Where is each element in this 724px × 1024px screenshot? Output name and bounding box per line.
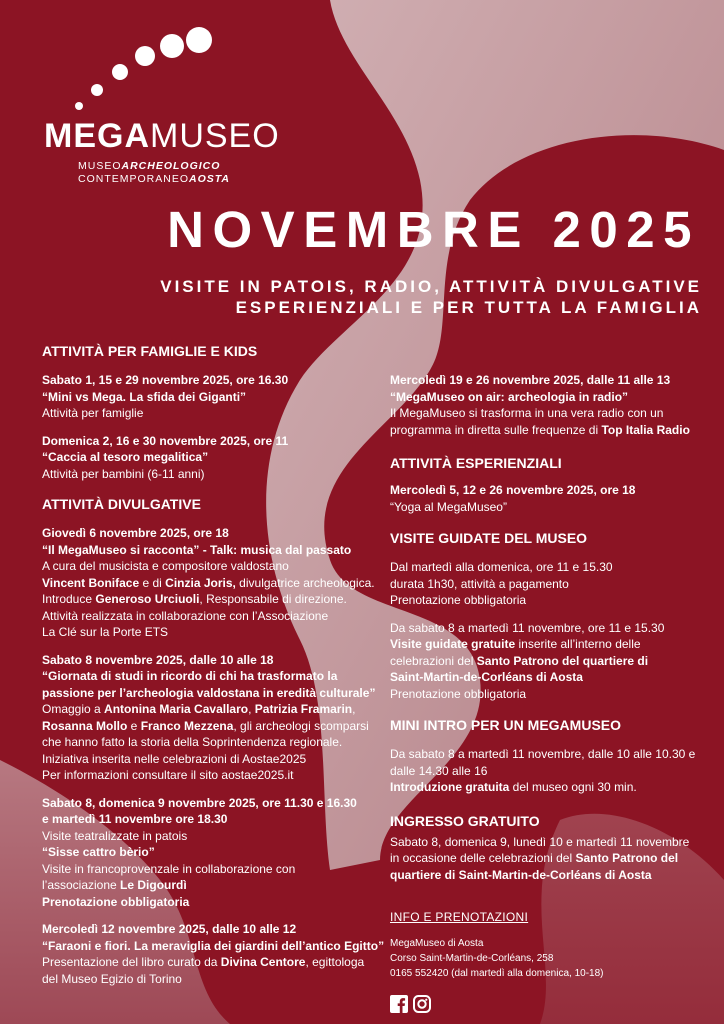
facebook-icon[interactable] bbox=[390, 995, 408, 1018]
logo-dot bbox=[160, 34, 184, 58]
logo-wordmark: MEGAMUSEO bbox=[44, 117, 280, 155]
event-sisse-cattro-berio: Sabato 8, domenica 9 novembre 2025, ore 11.30 e 16.30 e martedì 11 novembre ore 18.30 Visite teatralizzate in patois “Sisse cattro bèrio” Visite in francoprovenzale in collaborazione con l’associazione Le Digourdì Prenotazione obbligatoria bbox=[42, 795, 357, 909]
instagram-icon[interactable] bbox=[413, 995, 431, 1018]
event-mini-vs-mega: Sabato 1, 15 e 29 novembre 2025, ore 16.30 “Mini vs Mega. La sfida dei Giganti” Attività per famiglie bbox=[42, 373, 289, 420]
event-faraoni-e-fiori: Mercoledì 12 novembre 2025, dalle 10 alle 12 “Faraoni e fiori. La meraviglia dei giardini dell’antico Egitto” Presentazione del libro curato da Divina Centore, egittologa del Museo Egizio di Torino bbox=[42, 922, 385, 986]
logo-dot bbox=[91, 84, 103, 96]
logo-dot bbox=[186, 27, 212, 53]
logo-dots bbox=[70, 26, 220, 116]
logo-dot bbox=[135, 46, 155, 66]
section-heading-visite: VISITE GUIDATE DEL MUSEO bbox=[390, 530, 588, 546]
event-caccia-tesoro: Domenica 2, 16 e 30 novembre 2025, ore 11 “Caccia al tesoro megalitica” Attività per bambini (6-11 anni) bbox=[42, 433, 289, 481]
logo-subtitle: MUSEOARCHEOLOGICO CONTEMPORANEOAOSTA bbox=[78, 160, 230, 185]
ingresso-details: Sabato 8, domenica 9, lunedì 10 e martedì 11 novembre in occasione delle celebrazioni del Santo Patrono del quartiere di Saint-Martin-de-Corléans di Aosta bbox=[390, 834, 690, 882]
left-column bbox=[42, 342, 385, 987]
logo-dot bbox=[75, 102, 83, 110]
social-links bbox=[390, 995, 710, 1018]
section-heading-ingresso: INGRESSO GRATUITO bbox=[390, 812, 540, 829]
mini-intro-details: Da sabato 8 a martedì 11 novembre, dalle 10 alle 10.30 e dalle 14.30 alle 16 Introduzione gratuita del museo ogni 30 min. bbox=[390, 747, 696, 794]
section-heading-mini-intro: MINI INTRO PER UN MEGAMUSEO bbox=[390, 717, 622, 733]
section-heading-families: ATTIVITÀ PER FAMIGLIE E KIDS bbox=[42, 343, 258, 359]
logo-dot bbox=[112, 64, 128, 80]
visite-gratuite: Da sabato 8 a martedì 11 novembre, ore 11 e 15.30 Visite guidate gratuite inserite all’interno delle celebrazioni del Santo Patrono del quartiere di Saint-Martin-de-Corléans di Aosta Prenotazione obbligatoria bbox=[390, 620, 665, 701]
logo bbox=[44, 118, 280, 186]
section-heading-esperienziali: ATTIVITÀ ESPERIENZIALI bbox=[390, 455, 562, 471]
right-column bbox=[390, 372, 710, 1017]
page-title: NOVEMBRE 2025 bbox=[167, 201, 700, 258]
event-giornata-studi: Sabato 8 novembre 2025, dalle 10 alle 18 “Giornata di studi in ricordo di chi ha trasformato la passione per l’archeologia valdostana in eredità culturale” Omaggio a Antonina Maria Cavallaro, Patrizia Framarin, Rosanna Mollo e Franco Mezzena, gli archeologi scomparsi che hanno fatto la storia della Soprintendenza regionale. Iniziativa inserita nelle celebrazioni di Aostae2025 Per informazioni consultare il sito aostae2025.it bbox=[42, 652, 376, 782]
info-heading: INFO E PRENOTAZIONI bbox=[390, 910, 529, 924]
event-megamuseo-on-air: Mercoledì 19 e 26 novembre 2025, dalle 11 alle 13 “MegaMuseo on air: archeologia in radio” Il MegaMuseo si trasforma in una vera radio con un programma in diretta sulle frequenze di Top Italia Radio bbox=[390, 373, 690, 437]
visite-regular: Dal martedì alla domenica, ore 11 e 15.30 durata 1h30, attività a pagamento Prenotazione obbligatoria bbox=[390, 560, 613, 607]
section-heading-divulgative: ATTIVITÀ DIVULGATIVE bbox=[42, 496, 201, 512]
event-yoga: Mercoledì 5, 12 e 26 novembre 2025, ore 18 “Yoga al MegaMuseo” bbox=[390, 483, 636, 514]
event-megamuseo-si-racconta: Giovedì 6 novembre 2025, ore 18 “Il MegaMuseo si racconta” - Talk: musica dal passato A cura del musicista e compositore valdostano Vincent Boniface e di Cinzia Joris, divulgatrice archeologica. Introduce Generoso Urciuoli, Responsabile di direzione. Attività realizzata in collaborazione con l’Associazione La Clé sur la Porte ETS bbox=[42, 526, 375, 639]
page-subtitle: VISITE IN PATOIS, RADIO, ATTIVITÀ DIVULGATIVE ESPERIENZIALI E PER TUTTA LA FAMIGLIA bbox=[160, 277, 702, 317]
contact-info: MegaMuseo di Aosta Corso Saint-Martin-de-Corléans, 258 0165 552420 (dal martedì alla domenica, 10-18) bbox=[390, 937, 604, 979]
